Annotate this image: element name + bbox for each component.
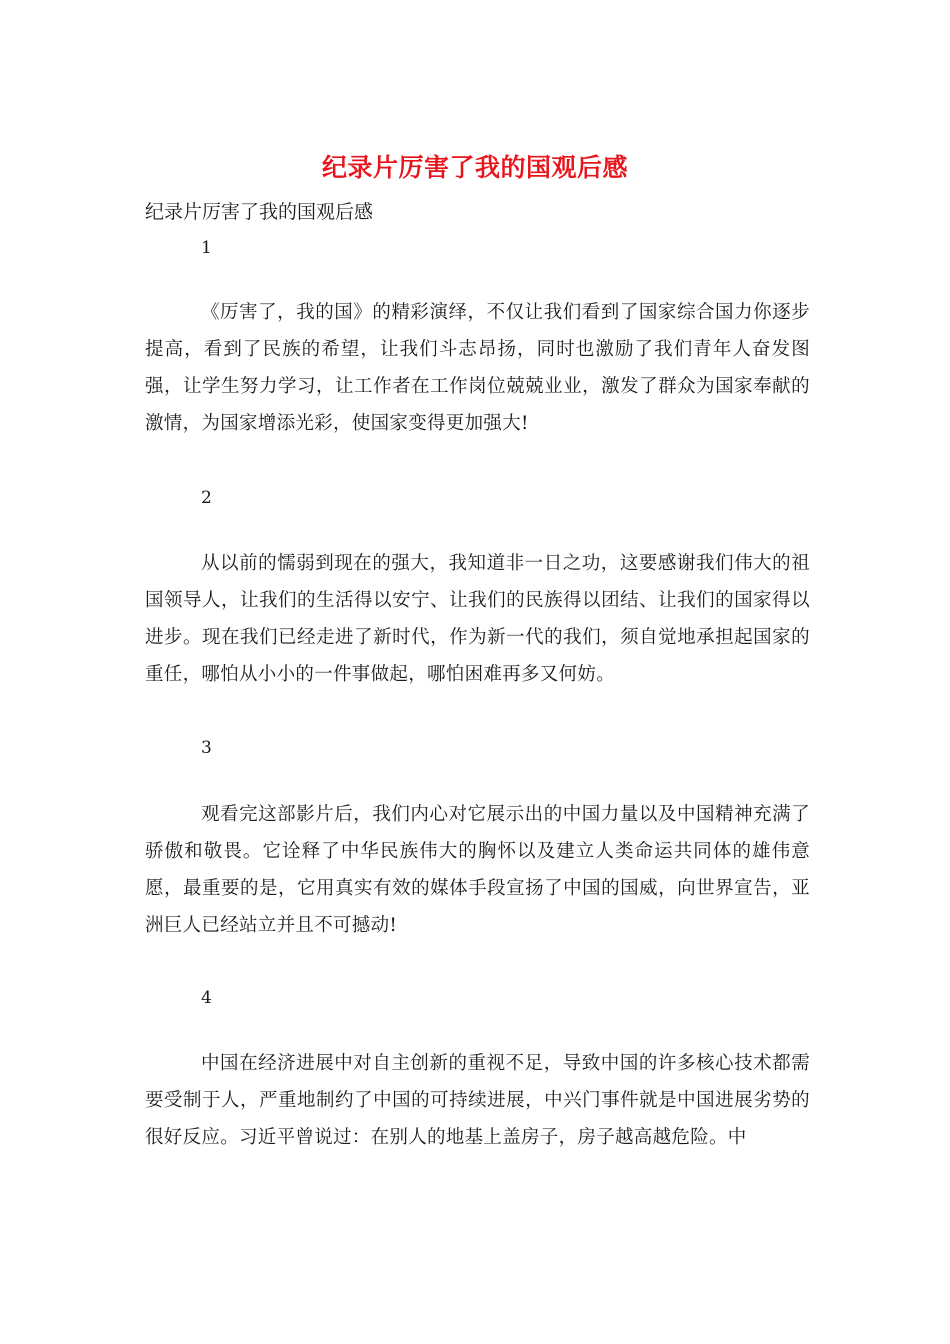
section-number: 1 — [201, 238, 212, 258]
section-paragraph: 观看完这部影片后，我们内心对它展示出的中国力量以及中国精神充满了骄傲和敬畏。它诠释了中华民族伟大的胸怀以及建立人类命运共同体的雄伟意愿，最重要的是，它用真实有效的媒体手段宣扬了中国的国威，向世界宣告，亚洲巨人已经站立并且不可撼动! — [145, 804, 810, 936]
section-paragraph: 《厉害了，我的国》的精彩演绎，不仅让我们看到了国家综合国力你逐步提高，看到了民族的希望，让我们斗志昂扬，同时也激励了我们青年人奋发图强，让学生努力学习，让工作者在工作岗位兢兢业业，激发了群众为国家奉献的激情，为国家增添光彩，使国家变得更加强大! — [145, 302, 810, 434]
section-number: 2 — [201, 488, 212, 508]
section-number: 4 — [201, 988, 212, 1008]
section-paragraph: 中国在经济进展中对自主创新的重视不足，导致中国的许多核心技术都需要受制于人，严重地制约了中国的可持续进展，中兴门事件就是中国进展劣势的很好反应。习近平曾说过：在别人的地基上盖房子，房子越高越危险。中 — [145, 1053, 810, 1148]
section-paragraph: 从以前的懦弱到现在的强大，我知道非一日之功，这要感谢我们伟大的祖国领导人，让我们的生活得以安宁、让我们的民族得以团结、让我们的国家得以进步。现在我们已经走进了新时代，作为新一代的我们，须自觉地承担起国家的重任，哪怕从小小的一件事做起，哪怕困难再多又何妨。 — [145, 553, 810, 685]
document-title: 纪录片厉害了我的国观后感 — [321, 153, 628, 182]
section-number: 3 — [201, 738, 212, 758]
document-subtitle: 纪录片厉害了我的国观后感 — [145, 201, 374, 223]
